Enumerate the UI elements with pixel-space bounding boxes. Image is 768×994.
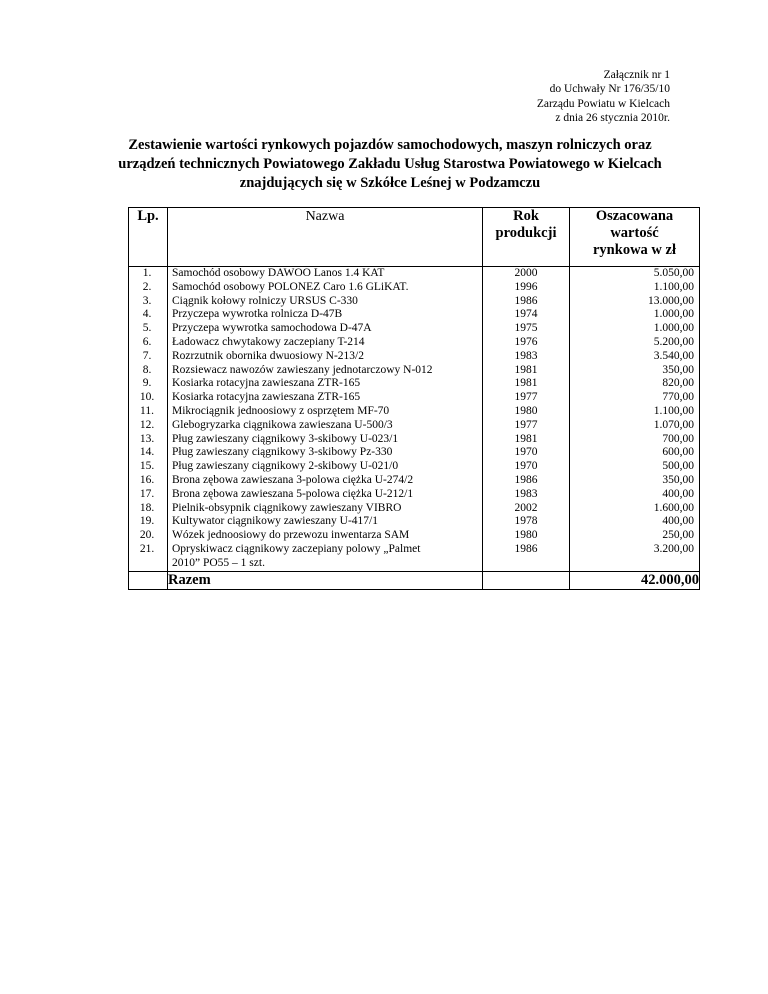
header-rok-line-2: produkcji [495, 225, 557, 241]
value-column [570, 267, 700, 572]
header-rok [483, 208, 570, 267]
row-name: Samochód osobowy POLONEZ Caro 1.6 GLiKAT. [172, 280, 409, 293]
row-year: 1981 [514, 363, 538, 376]
row-value-spacer [570, 557, 699, 571]
row-lp: 21. [139, 542, 155, 555]
row-lp: 2. [142, 280, 152, 293]
total-empty-cell [129, 571, 168, 589]
row-value: 400,00 [662, 515, 694, 528]
row-name: Pielnik-obsypnik ciągnikowy zawieszany VIBRO [172, 501, 402, 514]
row-value: 250,00 [662, 529, 694, 542]
row-value: 1.100,00 [653, 280, 694, 293]
row-value: 3.540,00 [653, 349, 694, 362]
annex-line-3: Zarządu Powiatu w Kielcach [536, 97, 670, 110]
lp-column [129, 267, 168, 572]
row-value: 820,00 [662, 377, 694, 390]
row-lp: 9. [142, 377, 152, 390]
title-line-2: urządzeń technicznych Powiatowego Zakładu Usług Starostwa Powiatowego w Kielcach [118, 156, 662, 172]
annex-line-1: Załącznik nr 1 [603, 69, 670, 81]
row-name: Rozrzutnik obornika dwuosiowy N-213/2 [172, 349, 364, 362]
row-lp: 3. [142, 294, 152, 307]
row-value: 1.000,00 [653, 308, 694, 321]
row-value: 770,00 [662, 391, 694, 404]
row-value: 5.200,00 [653, 335, 694, 348]
title-line-1: Zestawienie wartości rynkowych pojazdów samochodowych, maszyn rolniczych oraz [128, 137, 652, 153]
row-name: Wózek jednoosiowy do przewozu inwentarza SAM [172, 529, 410, 542]
row-value: 1.000,00 [653, 322, 694, 335]
row-lp: 19. [139, 515, 155, 528]
row-name: Rozsiewacz nawozów zawieszany jednotarczowy N-012 [172, 363, 433, 376]
row-lp: 7. [142, 349, 152, 362]
row-year: 1970 [514, 460, 538, 473]
row-value: 3.200,00 [653, 542, 694, 555]
row-year: 1983 [514, 349, 538, 362]
header-wartosc-line-2: wartość [610, 225, 659, 241]
row-name: Pług zawieszany ciągnikowy 3-skibowy Pz-330 [172, 446, 393, 459]
row-name-continued: 2010” PO55 – 1 szt. [172, 556, 265, 569]
row-lp-spacer [129, 557, 167, 571]
annex-line-4: z dnia 26 stycznia 2010r. [555, 111, 670, 124]
row-name: Brona zębowa zawieszana 3-polowa ciężka U-274/2 [172, 473, 414, 486]
row-value: 500,00 [662, 460, 694, 473]
annex-header [370, 68, 670, 125]
row-lp: 18. [139, 501, 155, 514]
header-wartosc-line-1: Oszacowana [595, 208, 674, 224]
row-name: Przyczepa wywrotka samochodowa D-47A [172, 322, 372, 335]
row-lp: 10. [139, 391, 155, 404]
row-year: 1980 [514, 529, 538, 542]
row-year: 1970 [514, 446, 538, 459]
row-year: 1996 [514, 280, 538, 293]
title-line-3: znajdujących się w Szkółce Leśnej w Podzamczu [239, 175, 541, 191]
row-value: 350,00 [662, 363, 694, 376]
row-lp: 20. [139, 529, 155, 542]
row-year: 1981 [514, 432, 538, 445]
row-name: Pług zawieszany ciągnikowy 3-skibowy U-023/1 [172, 432, 399, 445]
row-name: Opryskiwacz ciągnikowy zaczepiany polowy „Palmet [172, 542, 421, 555]
total-year-cell [483, 571, 570, 589]
row-year: 1986 [514, 542, 538, 555]
row-year: 2000 [514, 267, 538, 279]
row-name: Pług zawieszany ciągnikowy 2-skibowy U-021/0 [172, 460, 399, 473]
row-name: Kosiarka rotacyjna zawieszana ZTR-165 [172, 391, 361, 404]
row-name: Ciągnik kołowy rolniczy URSUS C-330 [172, 294, 358, 307]
row-value: 13.000,00 [648, 294, 694, 307]
table-header-row [129, 208, 700, 267]
row-value: 400,00 [662, 487, 694, 500]
row-name: Mikrociągnik jednoosiowy z osprzętem MF-70 [172, 404, 390, 417]
row-value: 350,00 [662, 473, 694, 486]
row-year-spacer [483, 557, 569, 571]
header-nazwa: Nazwa [168, 208, 483, 267]
row-lp: 11. [140, 404, 154, 417]
row-value: 5.050,00 [653, 267, 694, 279]
row-name: Kultywator ciągnikowy zawieszany U-417/1 [172, 515, 378, 528]
total-label: Razem [168, 571, 483, 589]
row-lp: 17. [139, 487, 155, 500]
row-lp: 13. [139, 432, 155, 445]
row-year: 1977 [514, 391, 538, 404]
row-year: 1977 [514, 418, 538, 431]
row-name: Samochód osobowy DAWOO Lanos 1.4 KAT [172, 267, 385, 279]
row-lp: 16. [139, 473, 155, 486]
row-lp: 8. [142, 363, 152, 376]
row-year: 1976 [514, 335, 538, 348]
row-year: 2002 [514, 501, 538, 514]
row-lp: 5. [142, 322, 152, 335]
header-rok-line-1: Rok [513, 208, 539, 224]
row-name: Kosiarka rotacyjna zawieszana ZTR-165 [172, 377, 361, 390]
valuation-table [128, 207, 700, 590]
row-name: Glebogryzarka ciągnikowa zawieszana U-500/3 [172, 418, 393, 431]
row-lp: 15. [139, 460, 155, 473]
annex-line-2: do Uchwały Nr 176/35/10 [549, 83, 670, 96]
row-name: Brona zębowa zawieszana 5-polowa ciężka U-212/1 [172, 487, 414, 500]
header-lp: Lp. [129, 208, 168, 267]
header-wartosc-line-3: rynkowa w zł [593, 242, 676, 258]
row-year: 1980 [514, 404, 538, 417]
table-body-row [129, 267, 700, 572]
row-year: 1981 [514, 377, 538, 390]
year-column [483, 267, 570, 572]
row-year: 1986 [514, 473, 538, 486]
row-year: 1978 [514, 515, 538, 528]
row-name: Ładowacz chwytakowy zaczepiany T-214 [172, 335, 365, 348]
row-lp: 12. [139, 418, 155, 431]
row-name: Przyczepa wywrotka rolnicza D-47B [172, 308, 343, 321]
name-column [168, 267, 483, 572]
total-value: 42.000,00 [570, 571, 700, 589]
row-lp: 14. [139, 446, 155, 459]
document-title [60, 136, 720, 193]
header-wartosc [570, 208, 700, 267]
row-year: 1983 [514, 487, 538, 500]
row-lp: 4. [142, 308, 152, 321]
row-lp: 6. [142, 335, 152, 348]
row-year: 1986 [514, 294, 538, 307]
row-value: 700,00 [662, 432, 694, 445]
row-lp: 1. [142, 267, 152, 279]
row-year: 1974 [514, 308, 538, 321]
total-row [129, 571, 700, 589]
row-value: 1.600,00 [653, 501, 694, 514]
row-value: 1.070,00 [653, 418, 694, 431]
row-value: 1.100,00 [653, 404, 694, 417]
row-value: 600,00 [662, 446, 694, 459]
row-year: 1975 [514, 322, 538, 335]
